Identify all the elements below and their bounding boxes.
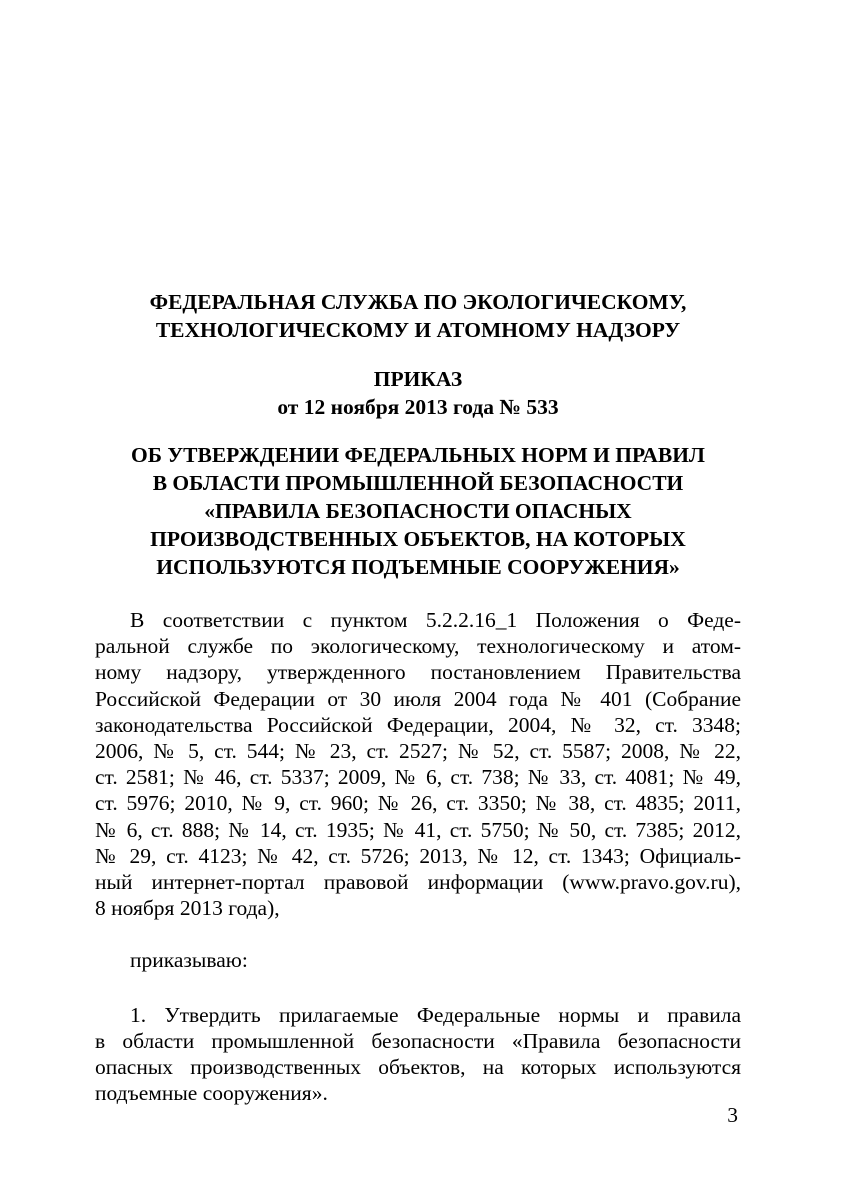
agency-name-line: ФЕДЕРАЛЬНАЯ СЛУЖБА ПО ЭКОЛОГИЧЕСКОМУ, xyxy=(149,290,687,314)
order-word-paragraph xyxy=(95,947,741,973)
order-date: от 12 ноября 2013 года № 533 xyxy=(277,395,559,419)
document-title-line: В ОБЛАСТИ ПРОМЫШЛЕННОЙ БЕЗОПАСНОСТИ xyxy=(152,471,684,495)
intro-paragraph xyxy=(95,607,741,921)
document-page xyxy=(95,288,741,1106)
agency-name-line: ТЕХНОЛОГИЧЕСКОМУ И АТОМНОМУ НАДЗОРУ xyxy=(155,318,681,342)
intro-line: ральной службе по экологическому, технологическому и атом- xyxy=(95,634,741,659)
item-1-line: подъемные сооружения». xyxy=(95,1081,328,1106)
page-number: 3 xyxy=(727,1103,738,1127)
order-title: ПРИКАЗ xyxy=(373,367,463,391)
document-title-line: ИСПОЛЬЗУЮТСЯ ПОДЪЕМНЫЕ СООРУЖЕНИЯ» xyxy=(156,555,680,579)
order-word: приказываю: xyxy=(130,948,248,973)
intro-line: ному надзору, утвержденного постановлением Правительства xyxy=(95,660,741,685)
document-title-line: ПРОИЗВОДСТВЕННЫХ ОБЪЕКТОВ, НА КОТОРЫХ xyxy=(150,527,686,551)
intro-line: Российской Федерации от 30 июля 2004 года № 401 (Собрание xyxy=(95,686,741,711)
intro-line: В соответствии с пунктом 5.2.2.16_1 Положения о Феде- xyxy=(130,608,741,632)
agency-name xyxy=(95,288,741,344)
document-title xyxy=(95,441,741,581)
intro-line: 8 ноября 2013 года), xyxy=(95,896,280,921)
item-1-line: в области промышленной безопасности «Правила безопасности xyxy=(95,1028,741,1053)
item-1-line: опасных производственных объектов, на которых используются xyxy=(95,1055,741,1080)
document-title-line: ОБ УТВЕРЖДЕНИИ ФЕДЕРАЛЬНЫХ НОРМ И ПРАВИЛ xyxy=(131,443,705,467)
intro-line: № 29, ст. 4123; № 42, ст. 5726; 2013, № 12, ст. 1343; Официаль- xyxy=(95,843,741,868)
item-1-line: 1. Утвердить прилагаемые Федеральные нормы и правила xyxy=(130,1002,741,1027)
intro-line: законодательства Российской Федерации, 2004, № 32, ст. 3348; xyxy=(95,712,741,737)
document-title-line: «ПРАВИЛА БЕЗОПАСНОСТИ ОПАСНЫХ xyxy=(204,499,632,523)
intro-line: ст. 2581; № 46, ст. 5337; 2009, № 6, ст. 738; № 33, ст. 4081; № 49, xyxy=(95,765,741,790)
intro-line: ст. 5976; 2010, № 9, ст. 960; № 26, ст. 3350; № 38, ст. 4835; 2011, xyxy=(95,791,741,816)
intro-line: ный интернет-портал правовой информации (www.pravo.gov.ru), xyxy=(95,870,741,895)
item-1-paragraph xyxy=(95,1002,741,1107)
intro-line: 2006, № 5, ст. 544; № 23, ст. 2527; № 52, ст. 5587; 2008, № 22, xyxy=(95,739,741,764)
intro-line: № 6, ст. 888; № 14, ст. 1935; № 41, ст. 5750; № 50, ст. 7385; 2012, xyxy=(95,817,741,842)
